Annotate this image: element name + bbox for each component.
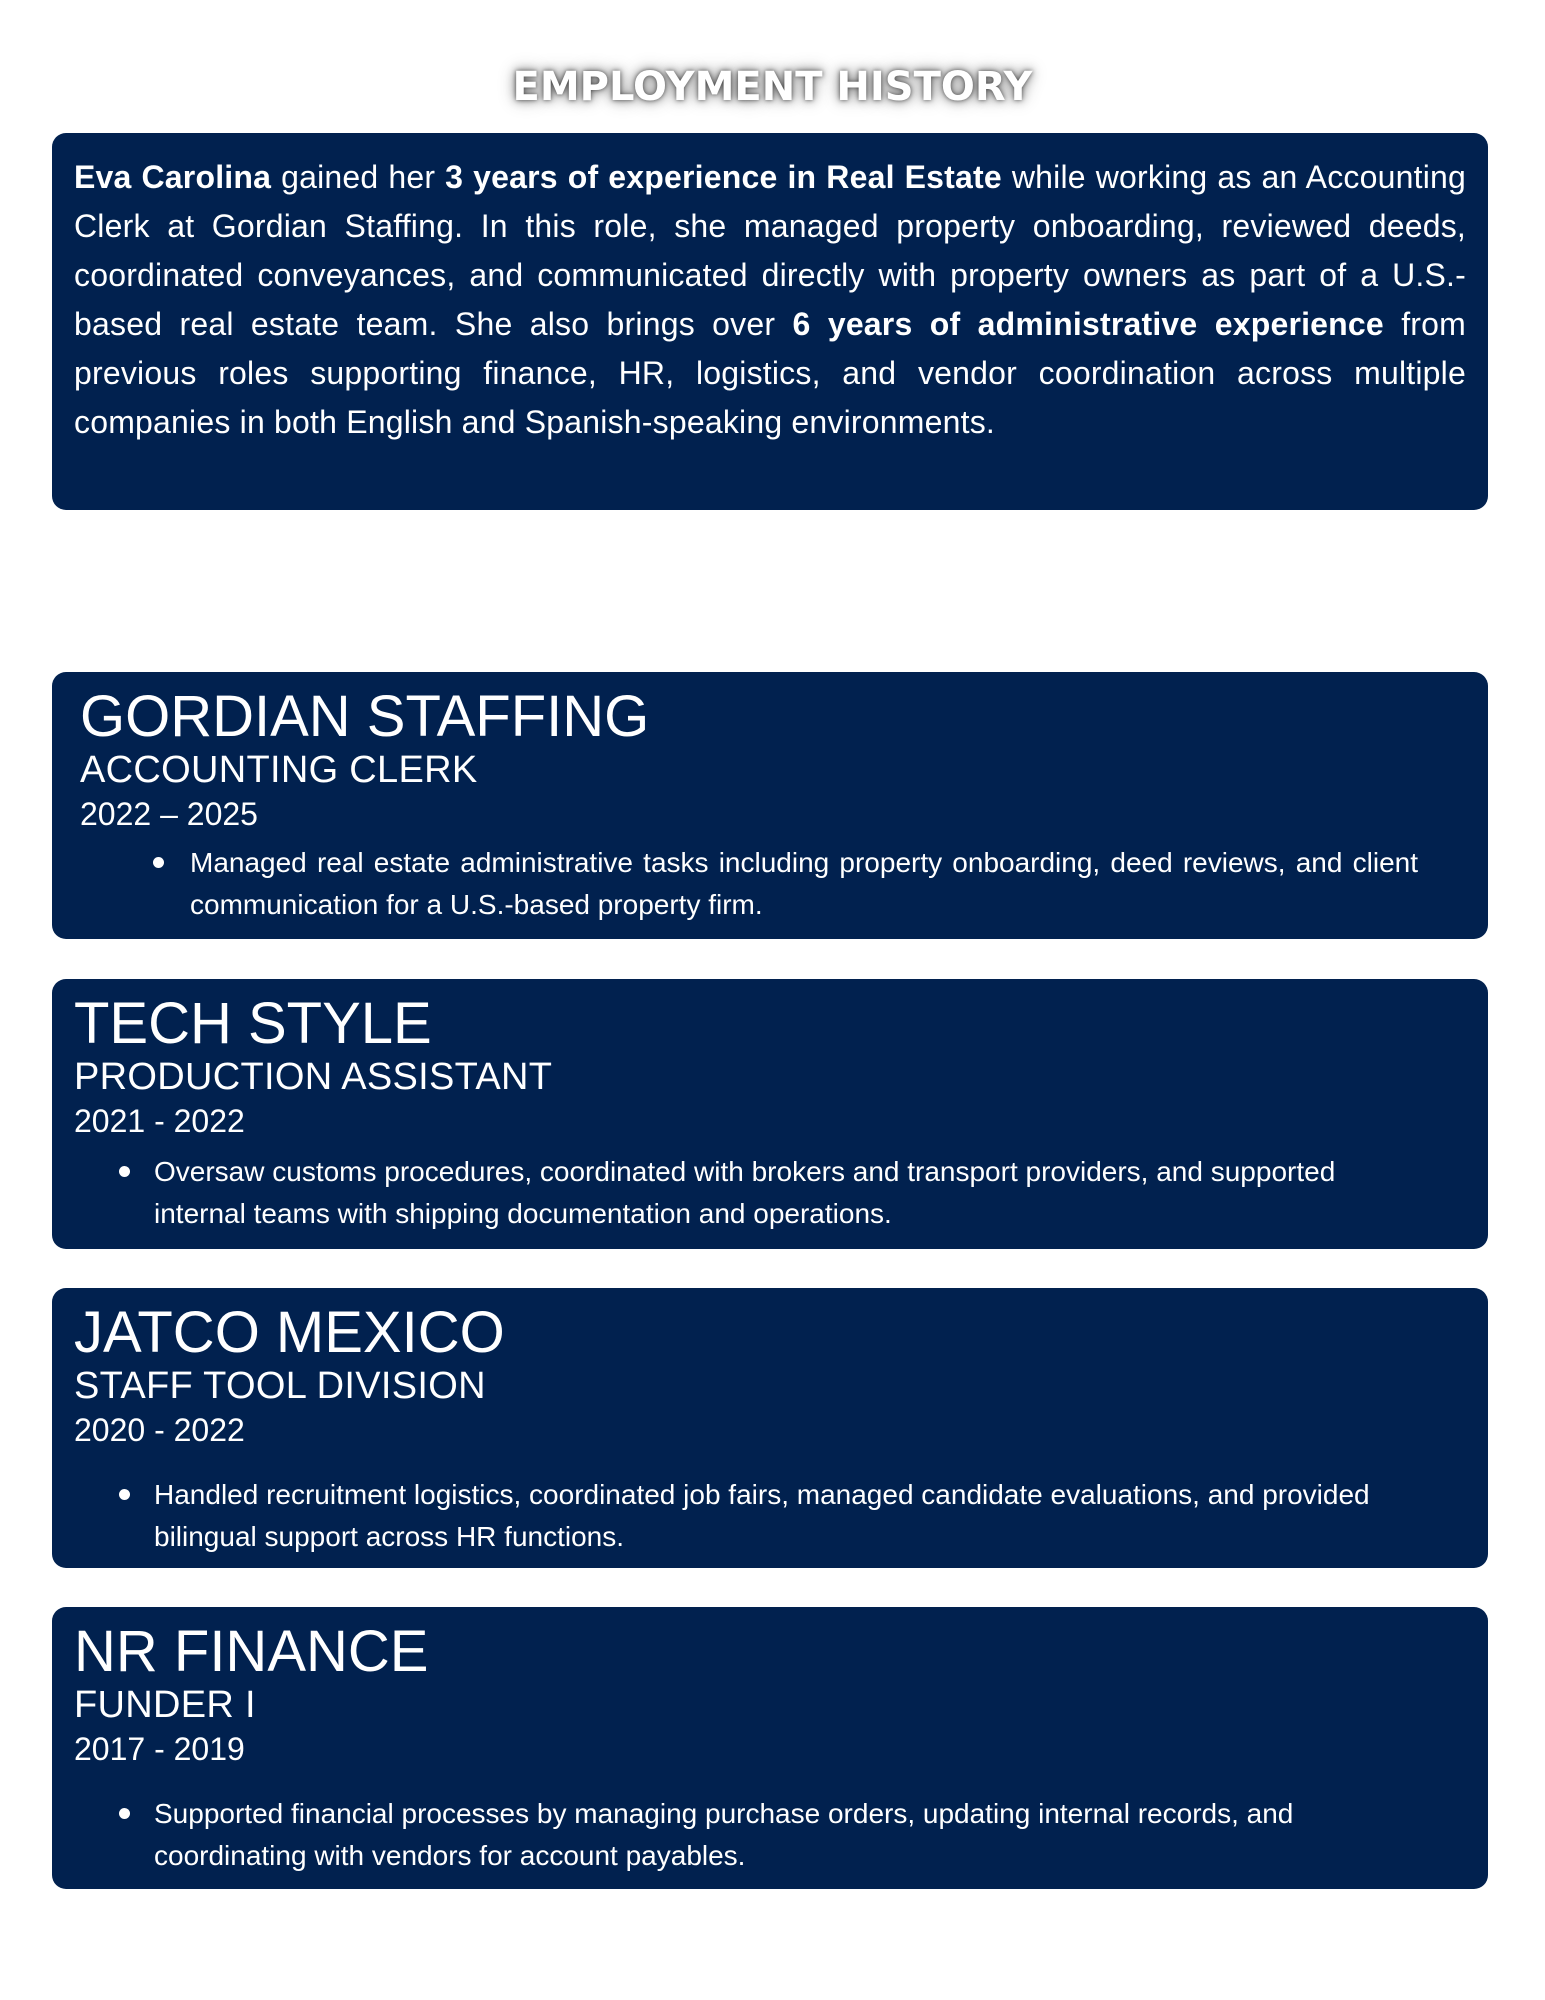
job-card-gordian-staffing	[52, 672, 1488, 939]
job-card-nr-finance	[52, 1607, 1488, 1889]
summary-paragraph	[74, 153, 1466, 447]
bullet-icon	[153, 857, 164, 868]
bullet-icon	[119, 1489, 130, 1500]
job-company: TECH STYLE	[74, 991, 432, 1056]
job-years: 2017 - 2019	[74, 1731, 245, 1767]
job-bullet-item	[80, 842, 1460, 926]
job-card-tech-style	[52, 979, 1488, 1249]
summary-text-1: gained her	[271, 159, 446, 195]
job-years: 2020 - 2022	[74, 1412, 245, 1448]
summary-text-2: while working as an Accounting Clerk at Gordian Staffing. In this role, she managed property onboarding, reviewed deeds, coordinated conveyances, and communicated directly with property owners as part of a U.S.-based real estate team. She also brings over	[74, 159, 1467, 342]
bullet-icon	[119, 1808, 130, 1819]
job-company: NR FINANCE	[74, 1619, 429, 1684]
job-role: PRODUCTION ASSISTANT	[74, 1056, 553, 1098]
job-role: STAFF TOOL DIVISION	[74, 1365, 486, 1407]
job-card-jatco-mexico	[52, 1288, 1488, 1568]
job-bullet-text: Oversaw customs procedures, coordinated with brokers and transport providers, and supported internal teams with shipping documentation and operations.	[154, 1156, 1336, 1229]
job-bullet-item	[74, 1151, 1466, 1235]
job-bullet-item	[74, 1793, 1466, 1877]
job-bullet-text: Supported financial processes by managing purchase orders, updating internal records, and coordinating with vendors for account payables.	[154, 1798, 1294, 1871]
summary-text-3: from previous roles supporting finance, HR, logistics, and vendor coordination across multiple companies in both English and Spanish-speaking environments.	[74, 306, 1467, 440]
job-years: 2021 - 2022	[74, 1103, 245, 1139]
section-title: EMPLOYMENT HISTORY	[512, 64, 1033, 110]
job-bullet-text: Handled recruitment logistics, coordinated job fairs, managed candidate evaluations, and provided bilingual support across HR functions.	[154, 1479, 1370, 1552]
job-role: ACCOUNTING CLERK	[80, 749, 478, 791]
job-bullet-list	[74, 1793, 1466, 1877]
summary-card	[52, 133, 1488, 510]
job-bullet-list	[80, 842, 1460, 926]
job-bullet-list	[74, 1151, 1466, 1235]
job-bullet-text: Managed real estate administrative tasks including property onboarding, deed reviews, and client communication for a U.S.-based property firm.	[190, 847, 1418, 920]
job-bullet-item	[74, 1474, 1466, 1558]
job-years: 2022 – 2025	[80, 796, 258, 832]
summary-highlight-admin: 6 years of administrative experience	[792, 306, 1384, 342]
summary-name: Eva Carolina	[74, 159, 272, 195]
job-company: JATCO MEXICO	[74, 1300, 505, 1365]
job-company: GORDIAN STAFFING	[80, 684, 650, 749]
job-bullet-list	[74, 1474, 1466, 1558]
job-role: FUNDER I	[74, 1684, 256, 1726]
summary-highlight-real-estate: 3 years of experience in Real Estate	[445, 159, 1002, 195]
bullet-icon	[119, 1166, 130, 1177]
